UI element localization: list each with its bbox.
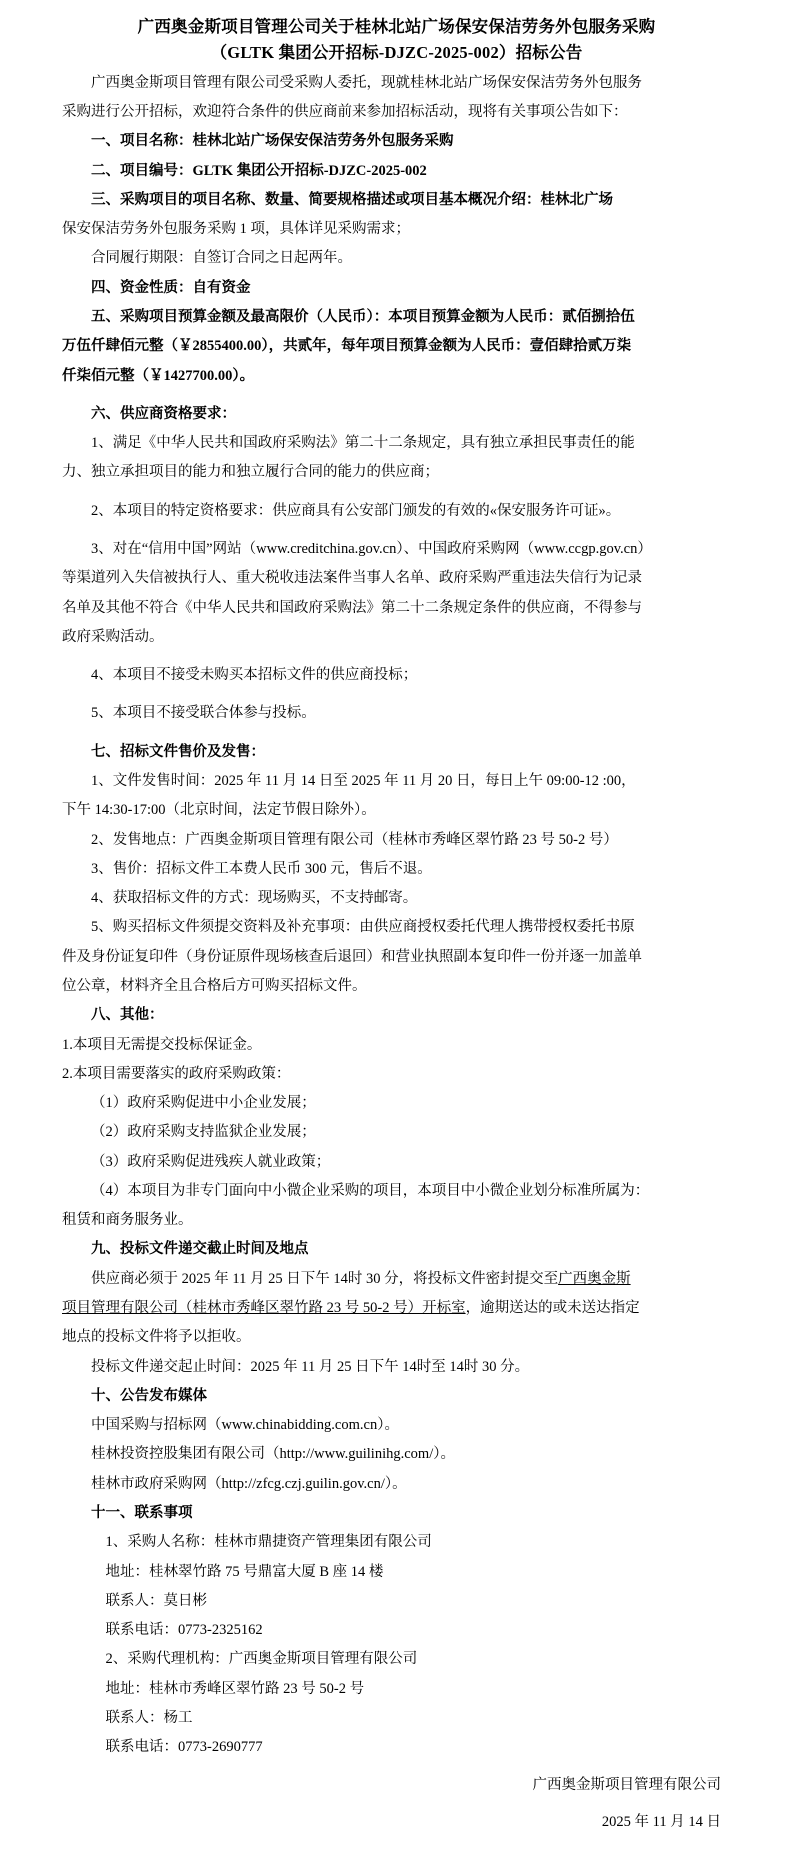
section-8-policy-1: （1）政府采购促进中小企业发展； [91, 1095, 316, 1112]
section-8-item-1: 1.本项目无需提交投标保证金。 [62, 1036, 262, 1053]
title-line-2: （GLTK 集团公开招标-DJZC-2025-002）招标公告 [210, 43, 583, 63]
section-1-project-name: 一、项目名称：桂林北站广场保安保洁劳务外包服务采购 [91, 133, 454, 150]
section-5-budget-line-2: 万伍仟肆佰元整（￥2855400.00），共贰年，每年项目预算金额为人民币：壹佰肆拾贰万柒 [62, 338, 632, 355]
page-title [62, 14, 731, 67]
intro-paragraph-line-2: 采购进行公开招标，欢迎符合条件的供应商前来参加招标活动，现将有关事项公告如下： [62, 104, 628, 121]
section-6-item-1-line-2: 力、独立承担项目的能力和独立履行合同的能力的供应商； [62, 464, 439, 481]
section-9-text-b: ，逾期送达的或未送达指定 [465, 1300, 640, 1317]
section-11-purchaser-name: 1、采购人名称：桂林市鼎捷资产管理集团有限公司 [105, 1534, 432, 1551]
section-7-item-1-line-2: 下午 14:30-17:00（北京时间，法定节假日除外）。 [62, 802, 376, 819]
section-6-item-3-line-3: 名单及其他不符合《中华人民共和国政府采购法》第二十二条规定条件的供应商，不得参与 [62, 599, 642, 616]
section-11-purchaser-contact: 联系人：莫日彬 [105, 1592, 207, 1609]
section-11-agency-address: 地址：桂林市秀峰区翠竹路 23 号 50-2 号 [105, 1680, 365, 1697]
section-5-budget-line-3: 仟柒佰元整（￥1427700.00）。 [62, 367, 255, 384]
section-8-policy-4-line-2: 租赁和商务服务业。 [62, 1212, 193, 1229]
section-8-policy-3: （3）政府采购促进残疾人就业政策； [91, 1153, 331, 1170]
section-3-contract-period: 合同履行期限：自签订合同之日起两年。 [91, 250, 352, 267]
section-9-underline-b: 项目管理有限公司（桂林市秀峰区翠竹路 23 号 50-2 号）开标室 [62, 1300, 466, 1317]
section-7-title: 七、招标文件售价及发售： [91, 743, 265, 760]
section-6-item-5: 5、本项目不接受联合体参与投标。 [91, 705, 316, 722]
signature-organization: 广西奥金斯项目管理有限公司 [532, 1776, 721, 1793]
section-9-line-1 [62, 1265, 731, 1294]
section-9-line-2 [62, 1294, 731, 1323]
section-6-item-1-line-1: 1、满足《中华人民共和国政府采购法》第二十二条规定，具有独立承担民事责任的能 [91, 435, 635, 452]
section-7-item-5-line-1: 5、购买招标文件须提交资料及补充事项：由供应商授权委托代理人携带授权委托书原 [91, 919, 635, 936]
section-11-title: 十一、联系事项 [91, 1505, 193, 1521]
signature-date: 2025 年 11 月 14 日 [601, 1813, 721, 1830]
section-11-purchaser-tel: 联系电话：0773-2325162 [105, 1622, 263, 1639]
section-6-item-2: 2、本项目的特定资格要求：供应商具有公安部门颁发的有效的«保安服务许可证»。 [91, 502, 621, 519]
section-3-overview-line-2: 保安保洁劳务外包服务采购 1 项，具体详见采购需求； [62, 221, 410, 238]
section-11-agency-tel: 联系电话：0773-2690777 [105, 1739, 263, 1756]
section-7-item-3: 3、售价：招标文件工本费人民币 300 元，售后不退。 [91, 860, 432, 877]
section-2-project-number: 二、项目编号：GLTK 集团公开招标-DJZC-2025-002 [91, 162, 427, 179]
section-6-item-3-line-4: 政府采购活动。 [62, 628, 164, 645]
section-6-item-4: 4、本项目不接受未购买本招标文件的供应商投标； [91, 667, 418, 684]
section-7-item-1-line-1: 1、文件发售时间：2025 年 11 月 14 日至 2025 年 11 月 20 日，每日上午 09:00-12 :00， [91, 772, 636, 789]
section-5-budget-line-1: 五、采购项目预算金额及最高限价（人民币）：本项目预算金额为人民币：贰佰捌拾伍 [91, 309, 635, 326]
section-11-agency-contact: 联系人：杨工 [105, 1709, 193, 1726]
section-9-line-4: 投标文件递交起止时间：2025 年 11 月 25 日下午 14时至 14时 30 分。 [91, 1358, 530, 1375]
section-7-item-2: 2、发售地点：广西奥金斯项目管理有限公司（桂林市秀峰区翠竹路 23 号 50-2 号） [91, 831, 618, 848]
section-10-title: 十、公告发布媒体 [91, 1387, 207, 1404]
section-6-item-3-line-2: 等渠道列入失信被执行人、重大税收违法案件当事人名单、政府采购严重违法失信行为记录 [62, 570, 642, 587]
title-line-1: 广西奥金斯项目管理公司关于桂林北站广场保安保洁劳务外包服务采购 [137, 17, 656, 36]
section-10-media-3: 桂林市政府采购网（http://zfcg.czj.guilin.gov.cn/）。 [91, 1475, 407, 1492]
section-10-media-2: 桂林投资控股集团有限公司（http://www.guilinihg.com/）。 [91, 1446, 455, 1463]
section-11-purchaser-address: 地址：桂林翠竹路 75 号鼎富大厦 B 座 14 楼 [105, 1563, 384, 1580]
section-8-policy-2: （2）政府采购支持监狱企业发展； [91, 1124, 316, 1141]
section-9-underline-a: 广西奥金斯 [558, 1270, 631, 1287]
section-9-line-3: 地点的投标文件将予以拒收。 [62, 1329, 251, 1346]
section-11-agency-name: 2、采购代理机构：广西奥金斯项目管理有限公司 [105, 1651, 418, 1668]
section-7-item-5-line-2: 件及身份证复印件（身份证原件现场核查后退回）和营业执照副本复印件一份并逐一加盖单 [62, 948, 642, 965]
section-9-title: 九、投标文件递交截止时间及地点 [91, 1241, 309, 1258]
section-8-policy-4-line-1: （4）本项目为非专门面向中小微企业采购的项目，本项目中小微企业划分标准所属为： [91, 1182, 650, 1199]
section-8-item-2: 2.本项目需要落实的政府采购政策： [62, 1065, 291, 1082]
section-7-item-4: 4、获取招标文件的方式：现场购买，不支持邮寄。 [91, 890, 418, 907]
section-7-item-5-line-3: 位公章，材料齐全且合格后方可购买招标文件。 [62, 977, 367, 994]
section-8-title: 八、其他： [91, 1007, 164, 1024]
section-6-title: 六、供应商资格要求： [91, 405, 236, 422]
section-4-fund-nature: 四、资金性质：自有资金 [91, 279, 251, 296]
section-10-media-1: 中国采购与招标网（www.chinabidding.com.cn）。 [91, 1417, 399, 1434]
section-9-text-a: 供应商必须于 2025 年 11 月 25 日下午 14时 30 分，将投标文件密封提交至 [91, 1270, 559, 1287]
section-3-overview-line-1: 三、采购项目的项目名称、数量、简要规格描述或项目基本概况介绍：桂林北广场 [91, 191, 613, 208]
intro-paragraph-line-1: 广西奥金斯项目管理有限公司受采购人委托，现就桂林北站广场保安保洁劳务外包服务 [91, 74, 642, 91]
section-6-item-3-line-1: 3、对在“信用中国”网站（www.creditchina.gov.cn）、中国政府采购网（www.ccgp.gov.cn） [91, 541, 652, 557]
